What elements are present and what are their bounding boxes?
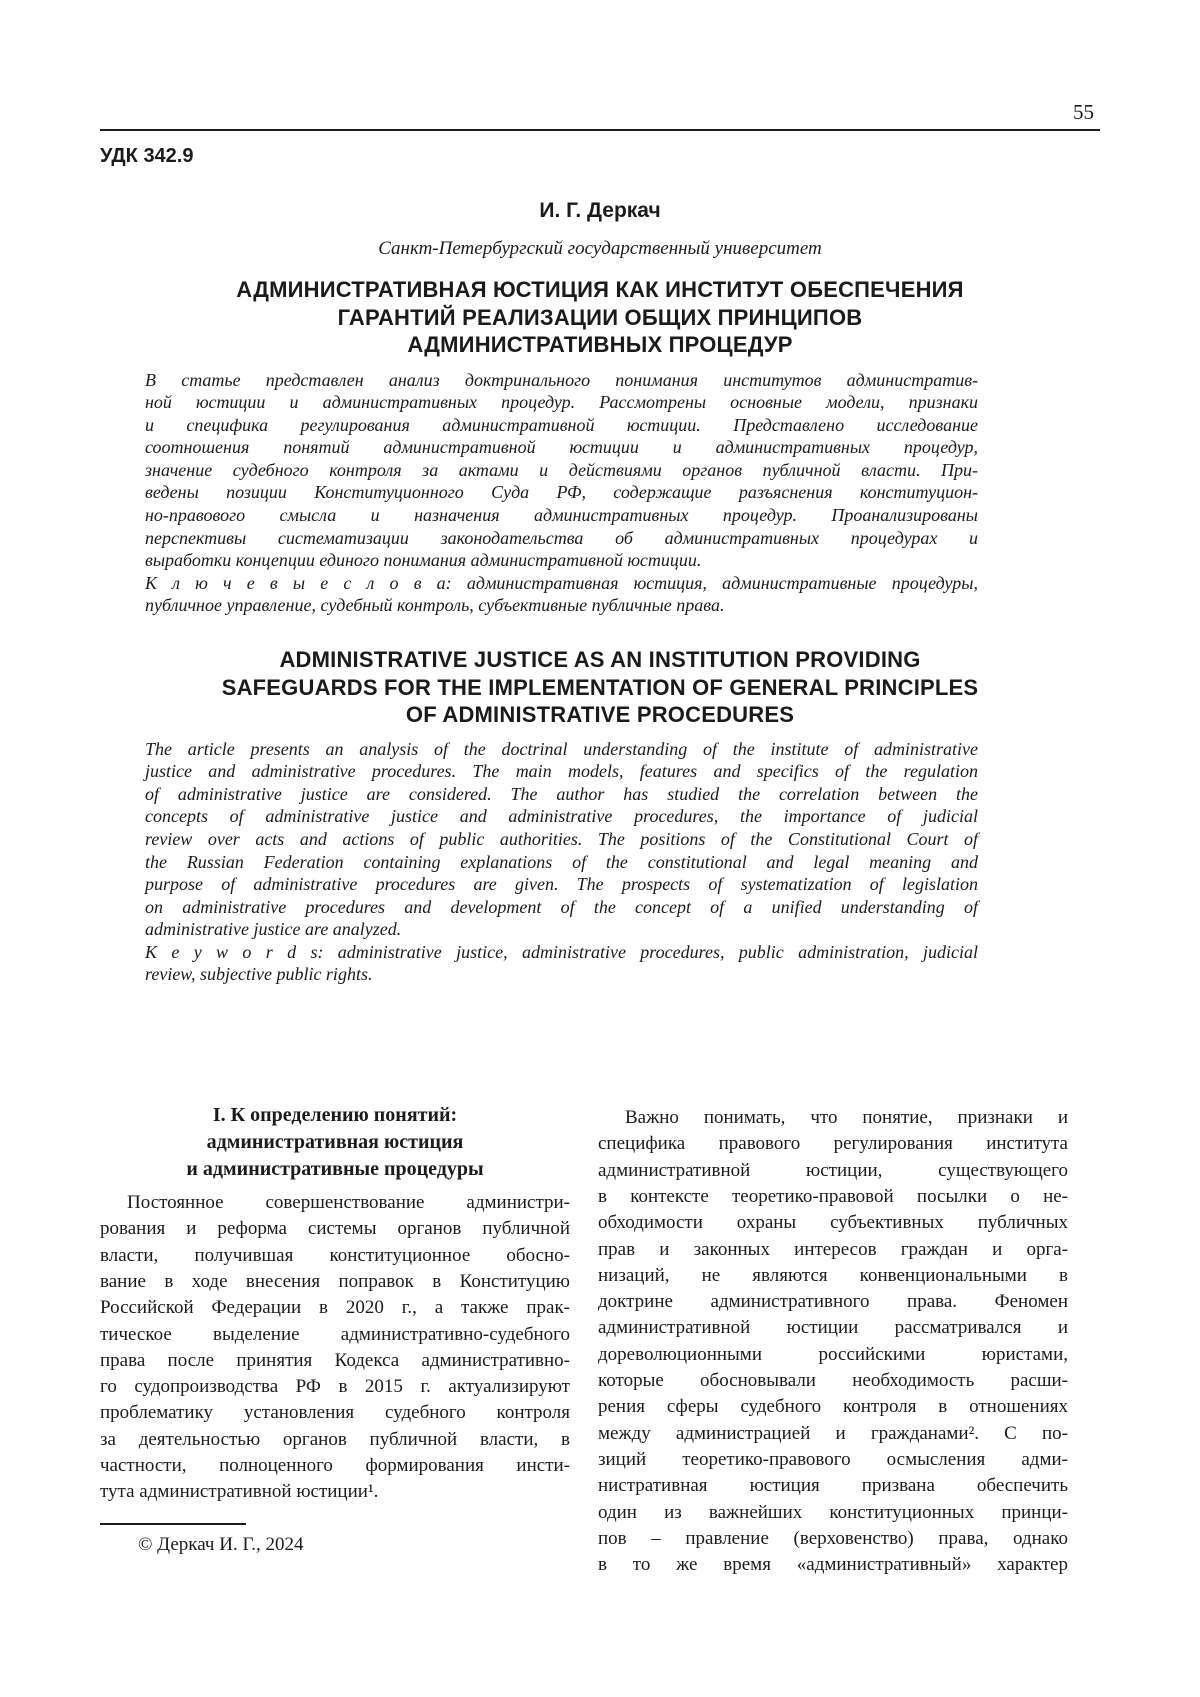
- footnote-rule: [100, 1523, 246, 1525]
- body-line: проблематику установления судебного контроля: [100, 1402, 570, 1424]
- body-line: рения сферы судебного контроля в отношениях: [598, 1396, 1068, 1418]
- abstract-en-line: on administrative procedures and development of the concept of a unified understanding of: [145, 896, 978, 917]
- abstract-ru-line: В статье представлен анализ доктринального понимания институтов административ-: [145, 369, 978, 390]
- body-line: низаций, не являются конвенциональными в: [598, 1264, 1068, 1286]
- body-line: тическое выделение административно-судебного: [100, 1323, 570, 1345]
- section-1-heading-line: и административные процедуры: [186, 1158, 484, 1181]
- body-line: за деятельностью органов публичной власти, в: [100, 1428, 570, 1450]
- abstract-ru: [145, 369, 978, 618]
- body-line: частности, полноценного формирования инсти-: [100, 1455, 570, 1477]
- body-line: административной юстиции рассматривался и: [598, 1317, 1068, 1339]
- abstract-en-line: of administrative justice are considered. The author has studied the correlation between the: [145, 783, 978, 804]
- abstract-en: [145, 738, 978, 987]
- left-column-paragraph: [100, 1190, 570, 1506]
- author-name: И. Г. Деркач: [539, 199, 661, 222]
- body-line: Важно понимать, что понятие, признаки и: [625, 1107, 1068, 1129]
- body-line: права после принятия Кодекса административно-: [100, 1349, 570, 1371]
- abstract-ru-line: ной юстиции и административных процедур. Рассмотрены основные модели, признаки: [145, 392, 978, 413]
- body-line: в контексте теоретико-правовой посылки о не-: [598, 1185, 1068, 1207]
- body-line: которые обосновывали необходимость расши-: [598, 1370, 1068, 1392]
- abstract-ru-line: соотношения понятий административной юстиции и административных процедур,: [145, 437, 978, 458]
- header-rule: [100, 129, 1100, 131]
- body-line: прав и законных интересов граждан и орга-: [598, 1238, 1068, 1260]
- article-title-en-line: OF ADMINISTRATIVE PROCEDURES: [405, 702, 795, 728]
- keywords-ru-line: К л ю ч е в ы е с л о в а: административная юстиция, административные процедуры,: [145, 572, 978, 593]
- body-line: пов – правление (верховенство) права, однако: [598, 1527, 1068, 1549]
- right-column-paragraph: [598, 1105, 1068, 1578]
- keywords-en-line: review, subjective public rights.: [145, 964, 373, 985]
- abstract-en-body: [145, 738, 978, 919]
- article-title-ru: [100, 276, 1100, 359]
- left-column: [100, 1102, 570, 1556]
- body-line: доктрине административного права. Феномен: [598, 1291, 1068, 1313]
- body-line: один из важнейших конституционных принци-: [598, 1501, 1068, 1523]
- article-title-ru-line: АДМИНИСТРАТИВНАЯ ЮСТИЦИЯ КАК ИНСТИТУТ ОБЕСПЕЧЕНИЯ: [236, 277, 964, 302]
- body-line: между администрацией и гражданами². С по-: [598, 1422, 1068, 1444]
- udc-code: УДК 342.9: [100, 145, 194, 167]
- body-line: тута административной юстиции¹.: [100, 1481, 379, 1503]
- body-line: в то же время «административный» характер: [598, 1554, 1068, 1576]
- body-line: власти, получившая конституционное обосно-: [100, 1244, 570, 1266]
- body-line: административной юстиции, существующего: [598, 1159, 1068, 1181]
- abstract-en-line: concepts of administrative justice and administrative procedures, the importance of judicial: [145, 806, 978, 827]
- article-title-ru-line: АДМИНИСТРАТИВНЫХ ПРОЦЕДУР: [407, 332, 793, 357]
- abstract-ru-line: значение судебного контроля за актами и действиями органов публичной власти. При-: [145, 459, 978, 480]
- body-line: нистративная юстиция призвана обеспечить: [598, 1475, 1068, 1497]
- body-line: обходимости охраны субъективных публичных: [598, 1212, 1068, 1234]
- page-number: 55: [1073, 100, 1094, 124]
- article-title-en-line: ADMINISTRATIVE JUSTICE AS AN INSTITUTION PROVIDING: [279, 647, 921, 673]
- two-column-body: [100, 1102, 1100, 1578]
- abstract-en-line: review over acts and actions of public authorities. The positions of the Constitutional Court of: [145, 828, 978, 849]
- abstract-ru-line: ведены позиции Конституционного Суда РФ, содержащие разъяснения конституцион-: [145, 482, 978, 503]
- section-1-heading-line: административная юстиция: [206, 1131, 464, 1154]
- copyright-note: © Деркач И. Г., 2024: [138, 1533, 304, 1555]
- body-line: дореволюционными российскими юристами,: [598, 1343, 1068, 1365]
- body-line: вание в ходе внесения поправок в Конституцию: [100, 1270, 570, 1292]
- abstract-ru-line: но-правового смысла и назначения административных процедур. Проанализированы: [145, 505, 978, 526]
- abstract-ru-line: и специфика регулирования административной юстиции. Представлено исследование: [145, 414, 978, 435]
- keywords-ru-line: публичное управление, судебный контроль, субъективные публичные права.: [145, 595, 725, 616]
- abstract-en-line: justice and administrative procedures. The main models, features and specifics of the regulation: [145, 761, 978, 782]
- body-line: го судопроизводства РФ в 2015 г. актуализируют: [100, 1376, 570, 1398]
- body-line: Российской Федерации в 2020 г., а также прак-: [100, 1297, 570, 1319]
- article-title-en-line: SAFEGUARDS FOR THE IMPLEMENTATION OF GENERAL PRINCIPLES: [221, 674, 979, 700]
- abstract-en-line: The article presents an analysis of the doctrinal understanding of the institute of administrative: [145, 738, 978, 759]
- abstract-en-line: the Russian Federation containing explanations of the constitutional and legal meaning and: [145, 851, 978, 872]
- body-line: рования и реформа системы органов публичной: [100, 1218, 570, 1240]
- article-title-en: [100, 646, 1100, 729]
- right-column-lines: [598, 1105, 1068, 1578]
- body-line: специфика правового регулирования института: [598, 1133, 1068, 1155]
- footnote-block: [100, 1523, 570, 1556]
- body-line: зиций теоретико-правового осмысления адми-: [598, 1448, 1068, 1470]
- abstract-ru-line: перспективы систематизации законодательства об административных процедурах и: [145, 527, 978, 548]
- article-title-ru-line: ГАРАНТИЙ РЕАЛИЗАЦИИ ОБЩИХ ПРИНЦИПОВ: [337, 304, 863, 330]
- section-1-heading-line: I. К определению понятий:: [212, 1104, 458, 1127]
- abstract-ru-body: [145, 369, 978, 550]
- left-column-lines: [100, 1190, 570, 1479]
- body-line: Постоянное совершенствование администри-: [127, 1192, 570, 1214]
- abstract-en-last-line: administrative justice are analyzed.: [145, 919, 402, 940]
- right-column: [598, 1102, 1068, 1578]
- abstract-ru-last-line: выработки концепции единого понимания административной юстиции.: [145, 550, 702, 571]
- author-affiliation: Санкт-Петербургский государственный университет: [378, 238, 822, 259]
- section-1-heading: [100, 1102, 570, 1183]
- abstract-en-line: purpose of administrative procedures are given. The prospects of systematization of legislation: [145, 874, 978, 895]
- keywords-en-line: K e y w o r d s: administrative justice, administrative procedures, public administration, judicial: [145, 941, 978, 962]
